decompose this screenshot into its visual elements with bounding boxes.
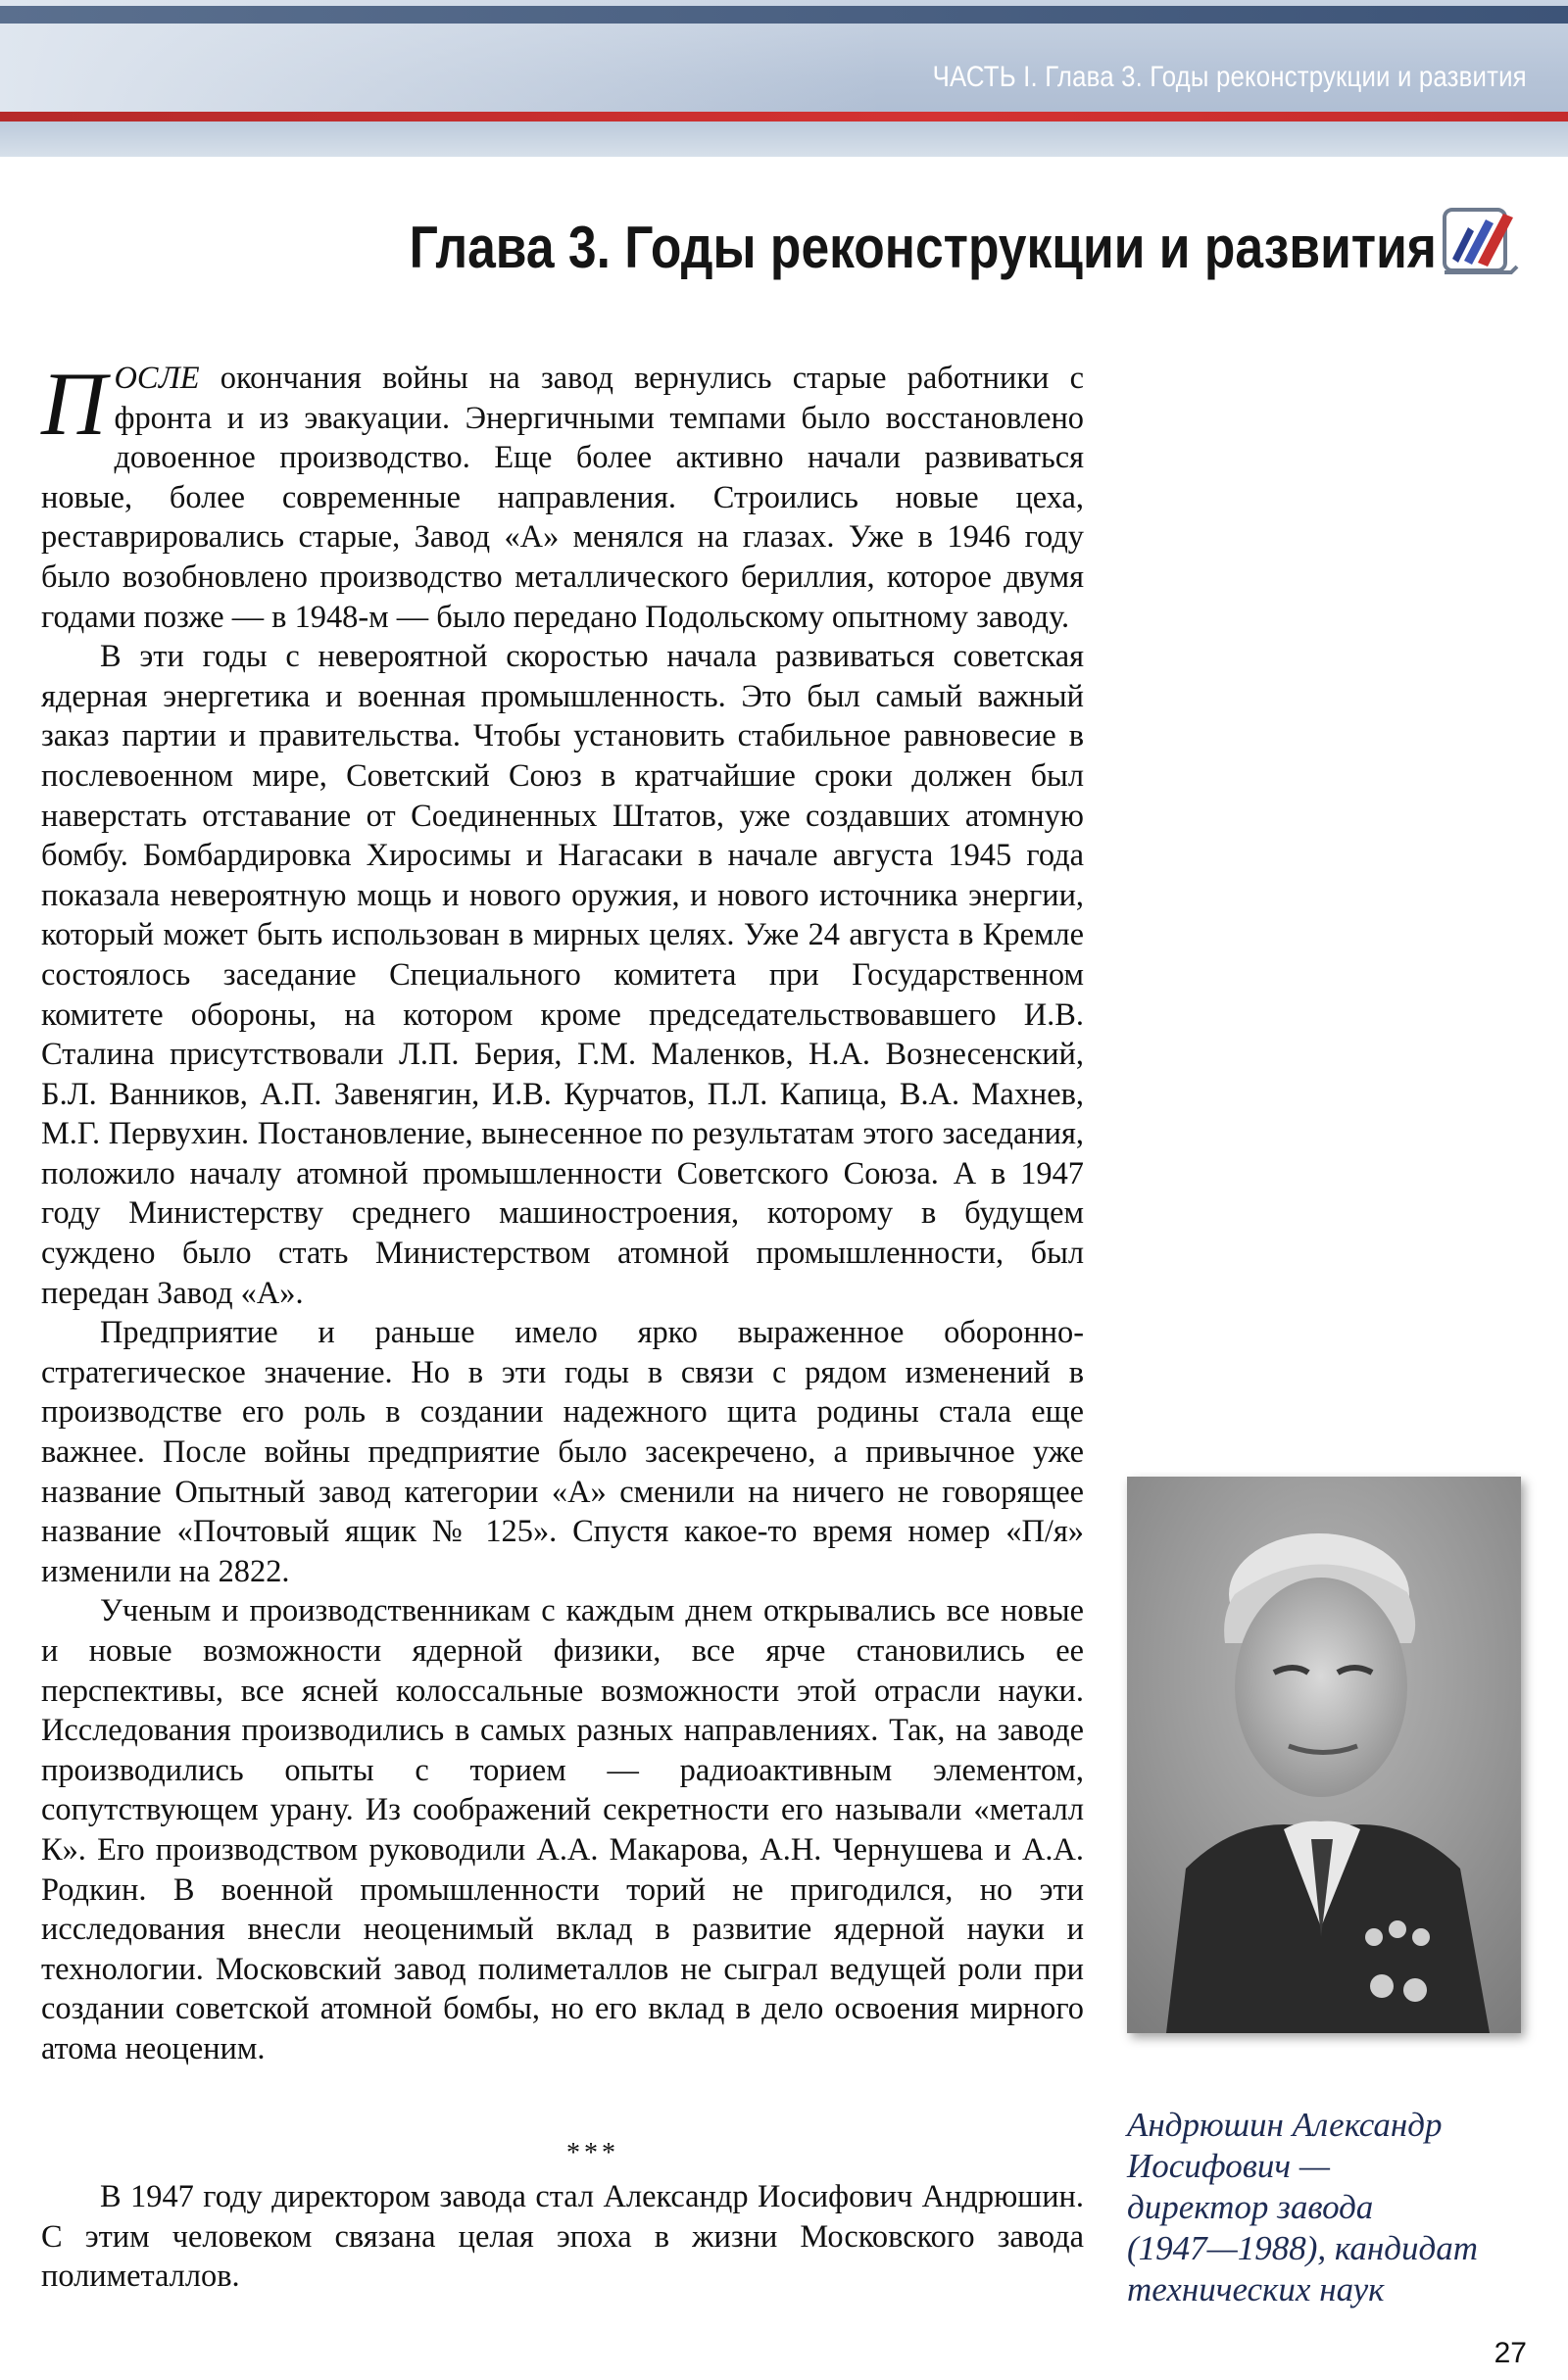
header-top-line (0, 6, 1568, 24)
running-head: ЧАСТЬ I. Глава 3. Годы реконструкции и развития (932, 61, 1527, 93)
caption-line: Андрюшин Александр (1127, 2106, 1443, 2144)
header-red-rule (0, 112, 1568, 121)
lead-word: ОСЛЕ (114, 361, 200, 396)
paragraph-1 (41, 354, 1084, 637)
paragraph-5: В 1947 году директором завода стал Александр Иосифович Андрюшин. С этим человеком связана целая эпоха в жизни Московского завода полиметаллов. (41, 2179, 1084, 2295)
caption-line: технических наук (1127, 2270, 1385, 2308)
book-pen-icon (1439, 202, 1523, 286)
closing-text (41, 2177, 1084, 2297)
caption-line: Иосифович — (1127, 2147, 1330, 2185)
section-separator: *** (566, 2138, 619, 2168)
paragraph-2: В эти годы с невероятной скоростью начала развиваться советская ядерная энергетика и военная промышленность. Это был самый важный заказ партии и правительства. Чтобы установить стабильное равновесие в послевоенном мире, Советский Союз в кратчайшие сроки должен был наверстать отставание от Соединенных Штатов, уже создавших атомную бомбу. Бомбардировка Хиросимы и Нагасаки в начале августа 1945 года показала невероятную мощь и нового оружия, и нового источника энергии, который может быть использован в мирных целях. Уже 24 августа в Кремле состоялось заседание Специального комитета при Государственном комитете обороны, на котором кроме председательствовавшего И.В. Сталина присутствовали Л.П. Берия, Г.М. Маленков, Н.А. Вознесенский, Б.Л. Ванников, А.П. Завенягин, И.В. Курчатов, П.Л. Капица, В.А. Махнев, М.Г. Первухин. Постановление, вынесенное по результатам этого заседания, положило началу атомной промышленности Советского Союза. А в 1947 году Министерству среднего машиностроения, которому в будущем суждено было стать Министерством атомной промышленности, был передан Завод «А». (41, 639, 1084, 1311)
paragraph-3: Предприятие и раньше имело ярко выраженное оборонно-стратегическое значение. Но в эти годы в связи с рядом изменений в производстве его роль в создании надежного щита родины стала еще важнее. После войны предприятие было засекречено, а привычное уже название Опытный завод категории «А» сменили на ничего не говорящее название «Почтовый ящик № 125». Спустя какое-то время номер «П/я» изменили на 2822. (41, 1315, 1084, 1589)
body-text (41, 354, 1084, 2069)
photo-caption (1127, 2105, 1539, 2310)
paragraph-4: Ученым и производственникам с каждым днем открывались все новые и новые возможности ядерной физики, все ярче становились ее перспективы, все ясней колоссальные возможности этой отрасли науки. Исследования производились в самых разных направлениях. Так, на заводе производились опыты с торием — радиоактивным элементом, сопутствующем урану. Из соображений секретности его называли «металл К». Его производством руководили А.А. Макарова, А.Н. Чернушева и А.А. Родкин. В военной промышленности торий не пригодился, но эти исследования внесли неоценимый вклад в развитие ядерной науки и технологии. Московский завод полиметаллов не сыграл ведущей роли при создании советской атомной бомбы, но его вклад в дело освоения мирного атома неоценим. (41, 1593, 1084, 2066)
paragraph-1-text: окончания войны на завод вернулись старые работники с фронта и из эвакуации. Энергичными темпами было восстановлено довоенное производство. Еще более активно начали развиваться новые, более современные направления. Строились новые цеха, реставрировались старые, Завод «А» менялся на глазах. Уже в 1946 году было возобновлено производство металлического бериллия, которое двумя годами позже — в 1948-м — было передано Подольскому опытному заводу. (41, 361, 1084, 635)
caption-line: директор завода (1127, 2188, 1374, 2226)
chapter-title: Глава 3. Годы реконструкции и развития (409, 215, 1437, 280)
header-bottom-line (0, 121, 1568, 157)
caption-line: (1947—1988), кандидат (1127, 2229, 1478, 2267)
drop-cap: П (41, 354, 107, 454)
portrait-photo (1127, 1477, 1521, 2033)
page-number: 27 (1494, 2337, 1527, 2369)
